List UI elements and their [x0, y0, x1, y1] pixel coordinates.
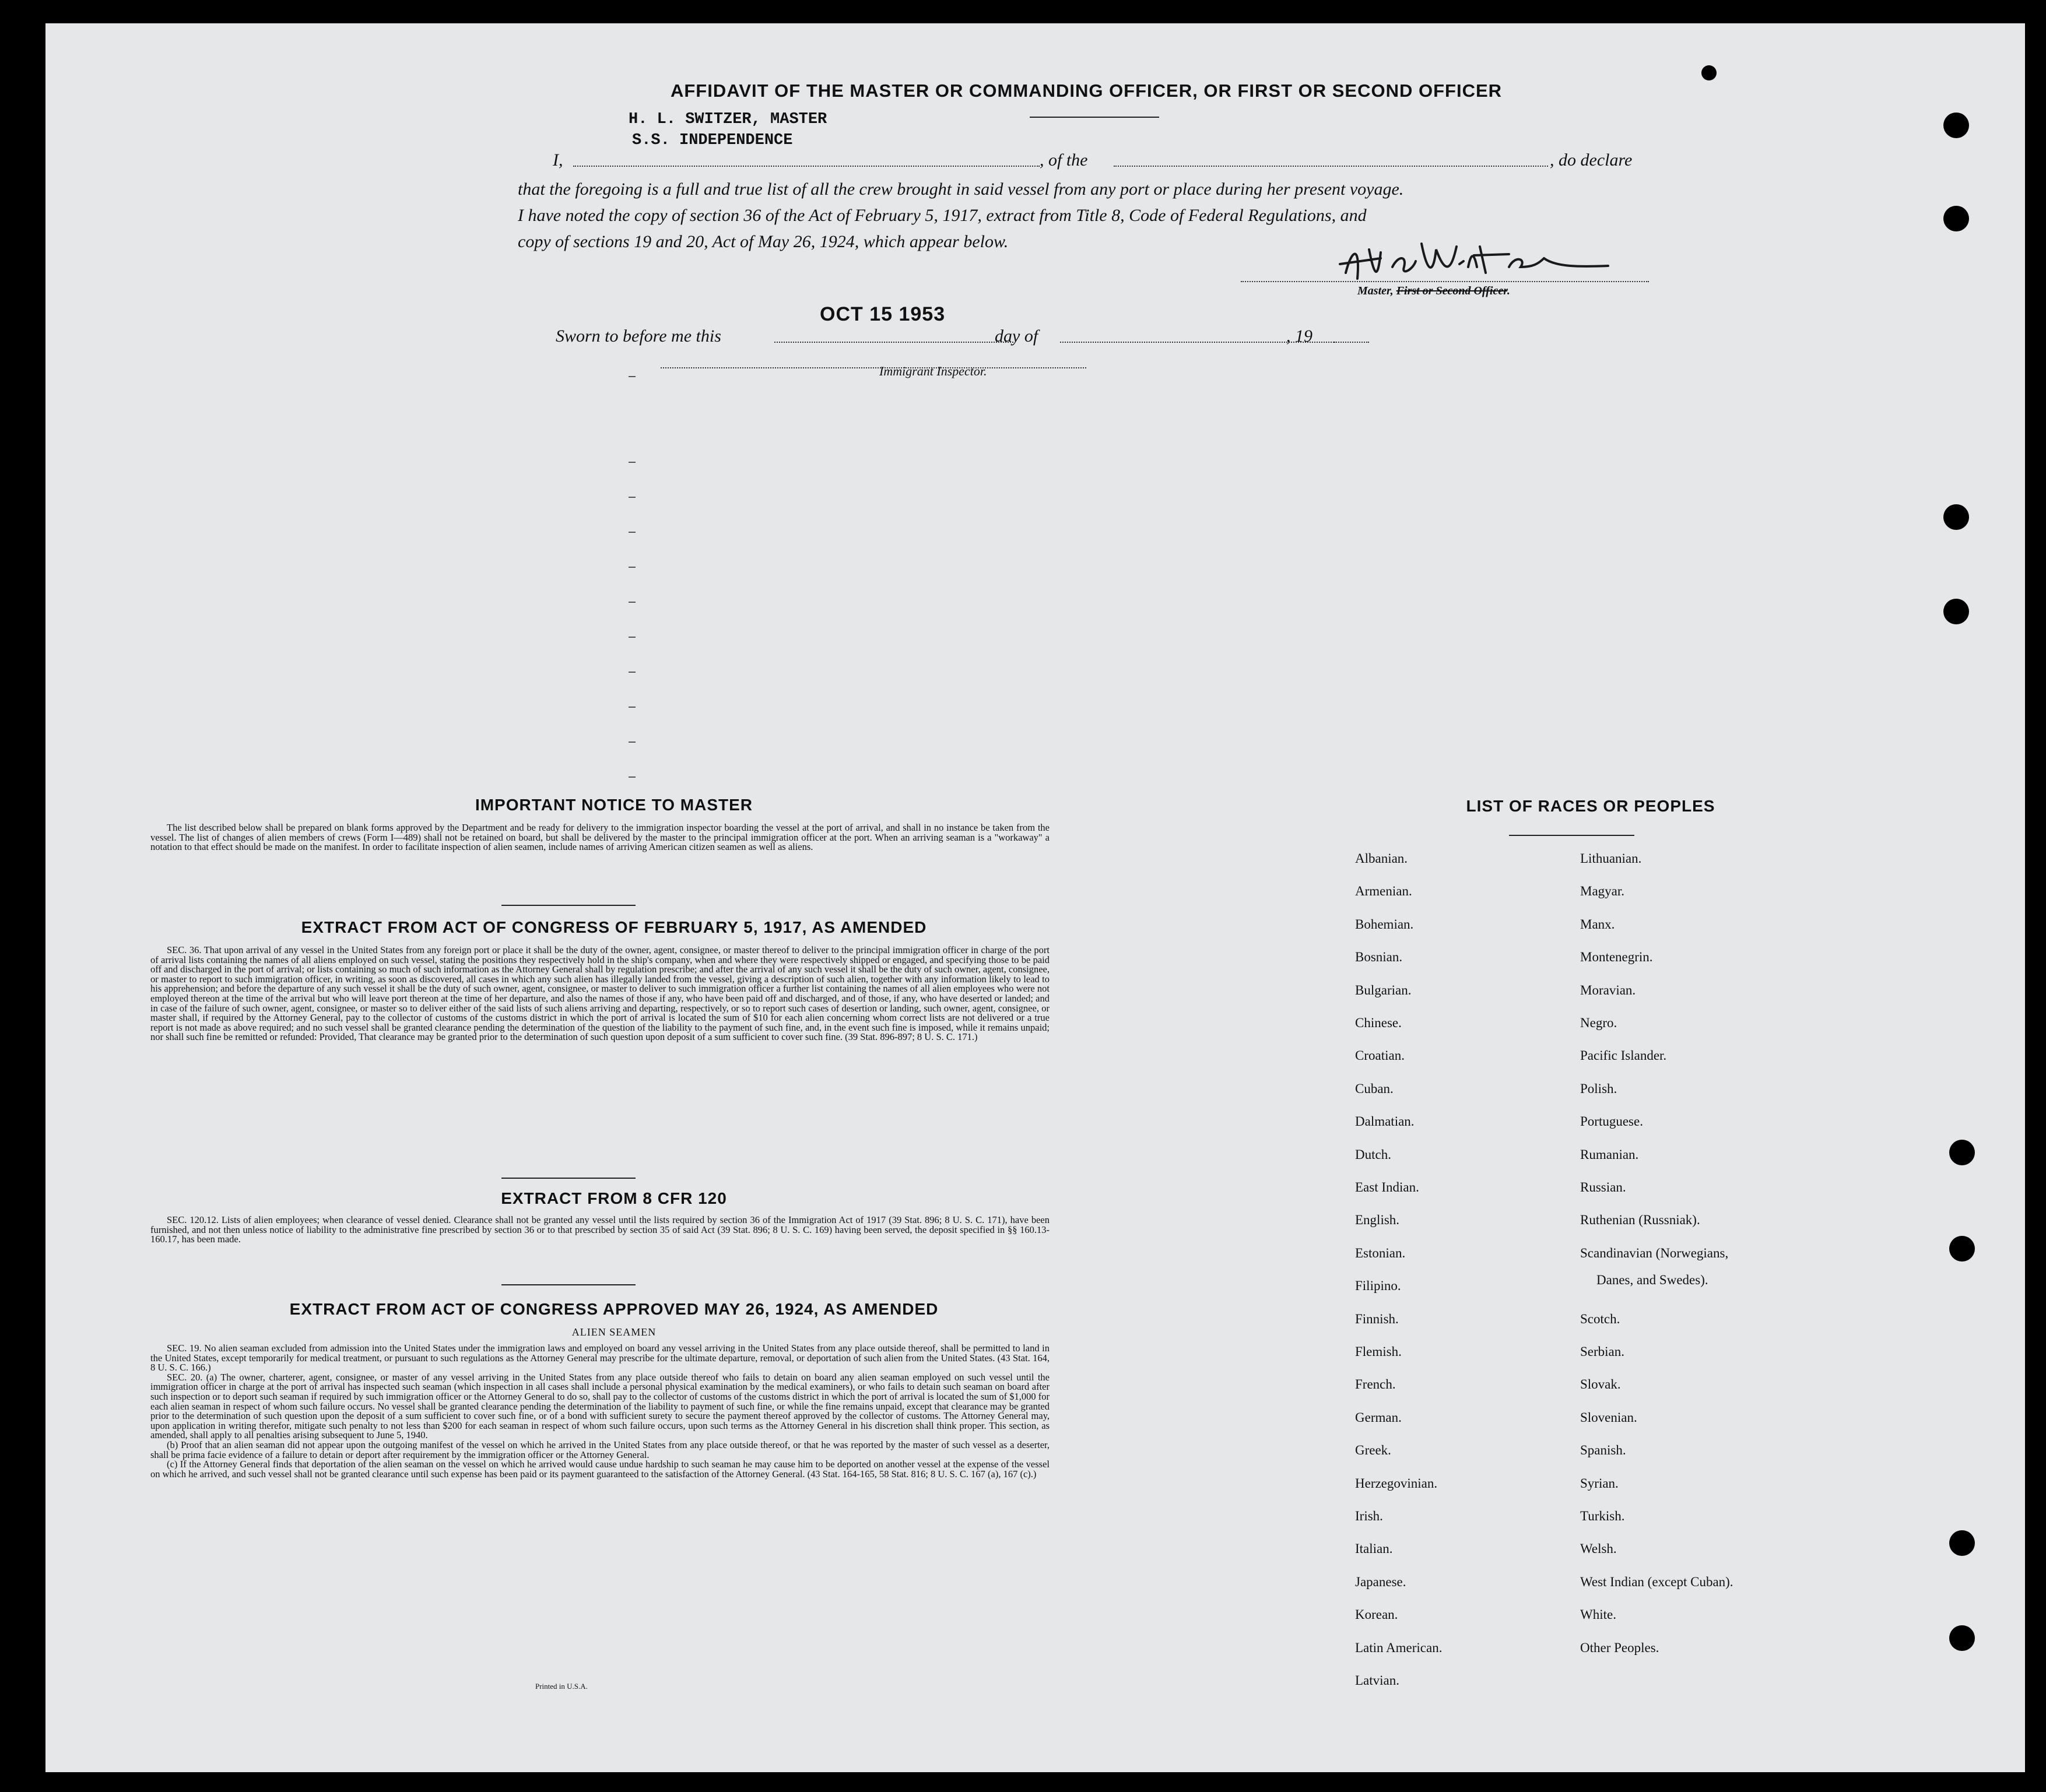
race-item: Negro. [1580, 1016, 1617, 1030]
race-item: Ruthenian (Russniak). [1580, 1213, 1700, 1228]
typed-master-name: H. L. SWITZER, MASTER [629, 111, 827, 128]
name-blank [573, 166, 1040, 167]
race-item: French. [1355, 1377, 1396, 1392]
race-item: Irish. [1355, 1509, 1383, 1523]
race-item: Serbian. [1580, 1344, 1625, 1359]
race-item: West Indian (except Cuban). [1580, 1574, 1733, 1589]
race-continuation: Danes, and Swedes). [1596, 1273, 1708, 1287]
race-item: Scandinavian (Norwegians, [1580, 1245, 1729, 1260]
alien-seamen-subheading: ALIEN SEAMEN [571, 1326, 657, 1338]
title-rule [1030, 117, 1159, 118]
signature-master-label: Master, [1357, 284, 1394, 297]
race-item: Montenegrin. [1580, 950, 1653, 965]
section-rule [501, 1178, 636, 1179]
race-item: German. [1355, 1410, 1402, 1425]
race-item: Korean. [1355, 1607, 1398, 1622]
race-item: Slovak. [1580, 1377, 1621, 1392]
race-item: Armenian. [1355, 884, 1412, 899]
race-item: Portuguese. [1580, 1114, 1643, 1129]
race-item: Chinese. [1355, 1016, 1402, 1030]
important-notice-body: The list described below shall be prepared on blank forms approved by the Department and be ready for delivery to the immigration inspector boarding the vessel at the port of arrival, and shall in no instance be taken from the vessel. The list of changes of alien members of crews (Form I—489) shall not be retained on board, but shall be delivered by the master to the principal immigration officer at the port. When an arriving seaman is a "workaway" a notation to that effect should be made on the manifest. In order to facilitate inspection of alien seamen, include names of arriving American citizen seamen as well as aliens. [150, 822, 1050, 853]
declaration-line-3: copy of sections 19 and 20, Act of May 26, 1924, which appear below. [518, 232, 1009, 251]
extract-cfr-heading: EXTRACT FROM 8 CFR 120 [501, 1189, 727, 1207]
punch-hole [1943, 206, 1969, 231]
race-item: Herzegovinian. [1355, 1475, 1438, 1491]
races-heading-rule [1509, 835, 1634, 836]
extract-1917-heading: EXTRACT FROM ACT OF CONGRESS OF FEBRUARY 5, 1917, AS AMENDED [301, 918, 927, 936]
sec-20a: SEC. 20. (a) The owner, charterer, agent, consignee, or master of any vessel arriving in the United States from any place outside thereof who fails to detain on board any alien seaman employed on such vessel until the immigration officer in charge at the port of arrival has inspected such seaman (which inspection in all cases shall include a personal physical examination by the medical examiners), or who fails to detain such seaman on board after such inspection or to deport such seaman if required by such immigration officer or the Attorney General to do so, shall pay to the collector of customs of the customs district in which the port of arrival is located the sum of $1,000 for each alien seaman in respect of whom such failure occurs. No vessel shall be granted clearance pending the determination of the liability to payment of such fine, or while the fine remains unpaid, except that clearance may be granted prior to the determination of such question upon the deposit of a sum sufficient to cover such fine, or of a bond with sufficient surety to secure the payment thereof approved by the collector of customs. The Attorney General may, upon application in writing therefor, mitigate such penalty to not less than $200 for each seaman in respect of whom such failure occurs, upon such terms as the Attorney General in his discretion shall think proper. This section, as amended, shall apply to all penalties arising subsequent to June 5, 1940. [150, 1371, 1050, 1441]
race-item: Syrian. [1580, 1475, 1619, 1491]
race-item: Rumanian. [1580, 1147, 1639, 1162]
race-item: Magyar. [1580, 884, 1625, 899]
declaration-i: I, [553, 150, 563, 170]
sworn-year: , 19 [1286, 326, 1312, 346]
race-item: Dutch. [1355, 1147, 1391, 1162]
race-item: Slovenian. [1580, 1410, 1637, 1425]
race-item: Pacific Islander. [1580, 1048, 1667, 1063]
race-item: Finnish. [1355, 1311, 1399, 1326]
section-rule [501, 905, 636, 906]
punch-hole [1943, 113, 1969, 138]
form-sheet [45, 23, 2025, 1772]
sec-20c: (c) If the Attorney General finds that deportation of the alien seaman on the vessel on which he arrived would cause undue hardship to such seaman he may cause him to be deported on another vessel at the expense of the vessel on which he arrived, and such vessel shall not be granted clearance until such expense has been paid or its payment guaranteed to the satisfaction of the Attorney General. (43 Stat. 164-165, 58 Stat. 816; 8 U. S. C. 167 (a), 167 (c).) [150, 1459, 1050, 1480]
extract-cfr-body: SEC. 120.12. Lists of alien employees; when clearance of vessel denied. Clearance shall not be granted any vessel until the lists required by section 36 of the Immigration Act of 1917 (39 Stat. 896; 8 U. S. C. 171), have been furnished, and not then unless notice of liability to the administrative fine prescribed by section 36 or to that prescribed by section 35 of said Act (39 Stat. 896; 8 U. S. C. 169) having been served, the deposit specified in §§ 160.13-160.17, has been made. [150, 1214, 1050, 1245]
race-item: Scotch. [1580, 1311, 1620, 1326]
section-rule [501, 1284, 636, 1285]
race-item: Latin American. [1355, 1640, 1443, 1655]
punch-hole [1943, 504, 1969, 530]
race-item: Manx. [1580, 916, 1615, 932]
vessel-blank [1114, 166, 1548, 167]
race-item: Italian. [1355, 1541, 1393, 1556]
race-item: Spanish. [1580, 1443, 1626, 1458]
race-item: Greek. [1355, 1443, 1391, 1458]
signature-caption [1357, 284, 1510, 298]
punch-hole [1943, 599, 1969, 624]
sworn-day-blank [774, 342, 1013, 343]
races-heading: LIST OF RACES OR PEOPLES [1466, 797, 1715, 815]
punch-hole [1949, 1140, 1975, 1165]
sworn-year-blank [1334, 342, 1369, 343]
punch-hole [1701, 65, 1717, 80]
race-item: Dalmatian. [1355, 1114, 1415, 1129]
punch-hole [1949, 1625, 1975, 1651]
extract-1917-body: SEC. 36. That upon arrival of any vessel in the United States from any foreign port or place it shall be the duty of the owner, agent, consignee, or master thereof to deliver to the principal immigration officer in charge of the port of arrival lists containing the names of all aliens employed on such vessel, stating the positions they respectively hold in the ship's company, when and where they were respectively shipped or engaged, and specifying those to be paid off and discharged in the port of arrival; or lists containing so much of such information as the Attorney General shall by regulation prescribe; and after the arrival of any such vessel it shall be the duty of such owner, agent, consignee, or master to report to such immigration officer, in writing, as soon as discovered, all cases in which any such alien has illegally landed from the vessel, giving a description of such alien, together with any information likely to lead to his apprehension; and before the departure of any such vessel it shall be the duty of such owner, agent, consignee, or master to deliver to such immigration officer a further list containing the names of all alien employees who were not employed thereon at the time of the arrival but who will leave port thereon at the time of her departure, and also the names of those if any, who have been paid off and discharged, and of those, if any, who have deserted or landed; and in case of the failure of such owner, agent, consignee, or master so to deliver either of the said lists of such aliens arriving and departing, respectively, or so to report such cases of desertion or landing, such owner, agent, consignee, or master shall, if required by the Attorney General, pay to the collector of customs of the customs district in which the port of arrival is located the sum of $10 for each alien concerning whom correct lists are not delivered or a true report is not made as above required; and no such vessel shall be granted clearance pending the determination of the question of the liability to the payment of such fine, and, in the event such fine is imposed, while it remains unpaid; nor shall such fine be remitted or refunded: Provided, That clearance may be granted prior to the determination of such question upon deposit of a sum sufficient to cover such fine. (39 Stat. 896-897; 8 U. S. C. 171.) [150, 944, 1050, 1043]
race-item: Turkish. [1580, 1509, 1625, 1523]
declaration-of-the: , of the [1040, 150, 1088, 170]
declaration-line-1: that the foregoing is a full and true list of all the crew brought in said vessel from any port or place during her present voyage. [518, 180, 1404, 199]
punch-hole [1949, 1530, 1975, 1556]
extract-1924-body [150, 1344, 1050, 1479]
race-item: White. [1580, 1607, 1616, 1622]
race-item: English. [1355, 1213, 1400, 1228]
race-item: Croatian. [1355, 1048, 1405, 1063]
declaration-line-2: I have noted the copy of section 36 of the Act of February 5, 1917, extract from Title 8, Code of Federal Regulations, and [518, 206, 1367, 225]
inspector-signature-line [661, 367, 1086, 368]
punch-hole [1949, 1236, 1975, 1262]
signature-struck-label: First or Second Officer [1396, 284, 1507, 297]
sworn-prefix: Sworn to before me this [556, 326, 721, 346]
race-item: Cuban. [1355, 1081, 1394, 1096]
race-item: Russian. [1580, 1180, 1626, 1194]
inspector-label: Immigrant Inspector. [879, 364, 987, 378]
stamped-date: OCT 15 1953 [820, 303, 946, 325]
race-item: Moravian. [1580, 982, 1636, 997]
race-item: Estonian. [1355, 1245, 1406, 1260]
race-item: Flemish. [1355, 1344, 1402, 1359]
race-item: Japanese. [1355, 1574, 1406, 1589]
race-item: Welsh. [1580, 1541, 1617, 1556]
extract-1924-heading: EXTRACT FROM ACT OF CONGRESS APPROVED MAY 26, 1924, AS AMENDED [289, 1300, 939, 1318]
race-item: Bohemian. [1355, 916, 1414, 932]
race-item: East Indian. [1355, 1180, 1419, 1194]
race-item: Latvian. [1355, 1673, 1399, 1688]
race-item: Bosnian. [1355, 950, 1403, 965]
sec-20b: (b) Proof that an alien seaman did not appear upon the outgoing manifest of the vessel on which he arrived in the United States from any place outside thereof, or that he was reported by the master of such vessel as a deserter, shall be prima facie evidence of a failure to detain or deport after requirement by the immigration officer or the Attorney General. [150, 1439, 1050, 1460]
race-item: Albanian. [1355, 851, 1408, 866]
printed-in-usa: Printed in U.S.A. [535, 1682, 588, 1691]
race-item: Other Peoples. [1580, 1640, 1659, 1655]
declaration-do-declare: , do declare [1550, 150, 1633, 170]
affidavit-title: AFFIDAVIT OF THE MASTER OR COMMANDING OFFICER, OR FIRST OR SECOND OFFICER [670, 80, 1503, 101]
sworn-day-of: day of [995, 326, 1038, 346]
race-item: Bulgarian. [1355, 982, 1412, 997]
race-item: Lithuanian. [1580, 851, 1642, 866]
race-item: Polish. [1580, 1081, 1617, 1096]
typed-vessel-name: S.S. INDEPENDENCE [632, 132, 793, 149]
signature-line [1241, 280, 1649, 282]
sec-19: SEC. 19. No alien seaman excluded from admission into the United States under the immigration laws and employed on board any vessel arriving in the United States from any place outside thereof, shall be permitted to land in the United States, except temporarily for medical treatment, or pursuant to such regulations as the Attorney General may prescribe for the ultimate departure, removal, or deportation of such alien from the United States. (43 Stat. 164, 8 U. S. C. 166.) [150, 1343, 1050, 1373]
race-item: Filipino. [1355, 1278, 1401, 1294]
important-notice-heading: IMPORTANT NOTICE TO MASTER [475, 796, 753, 814]
signature-end: . [1507, 284, 1510, 297]
